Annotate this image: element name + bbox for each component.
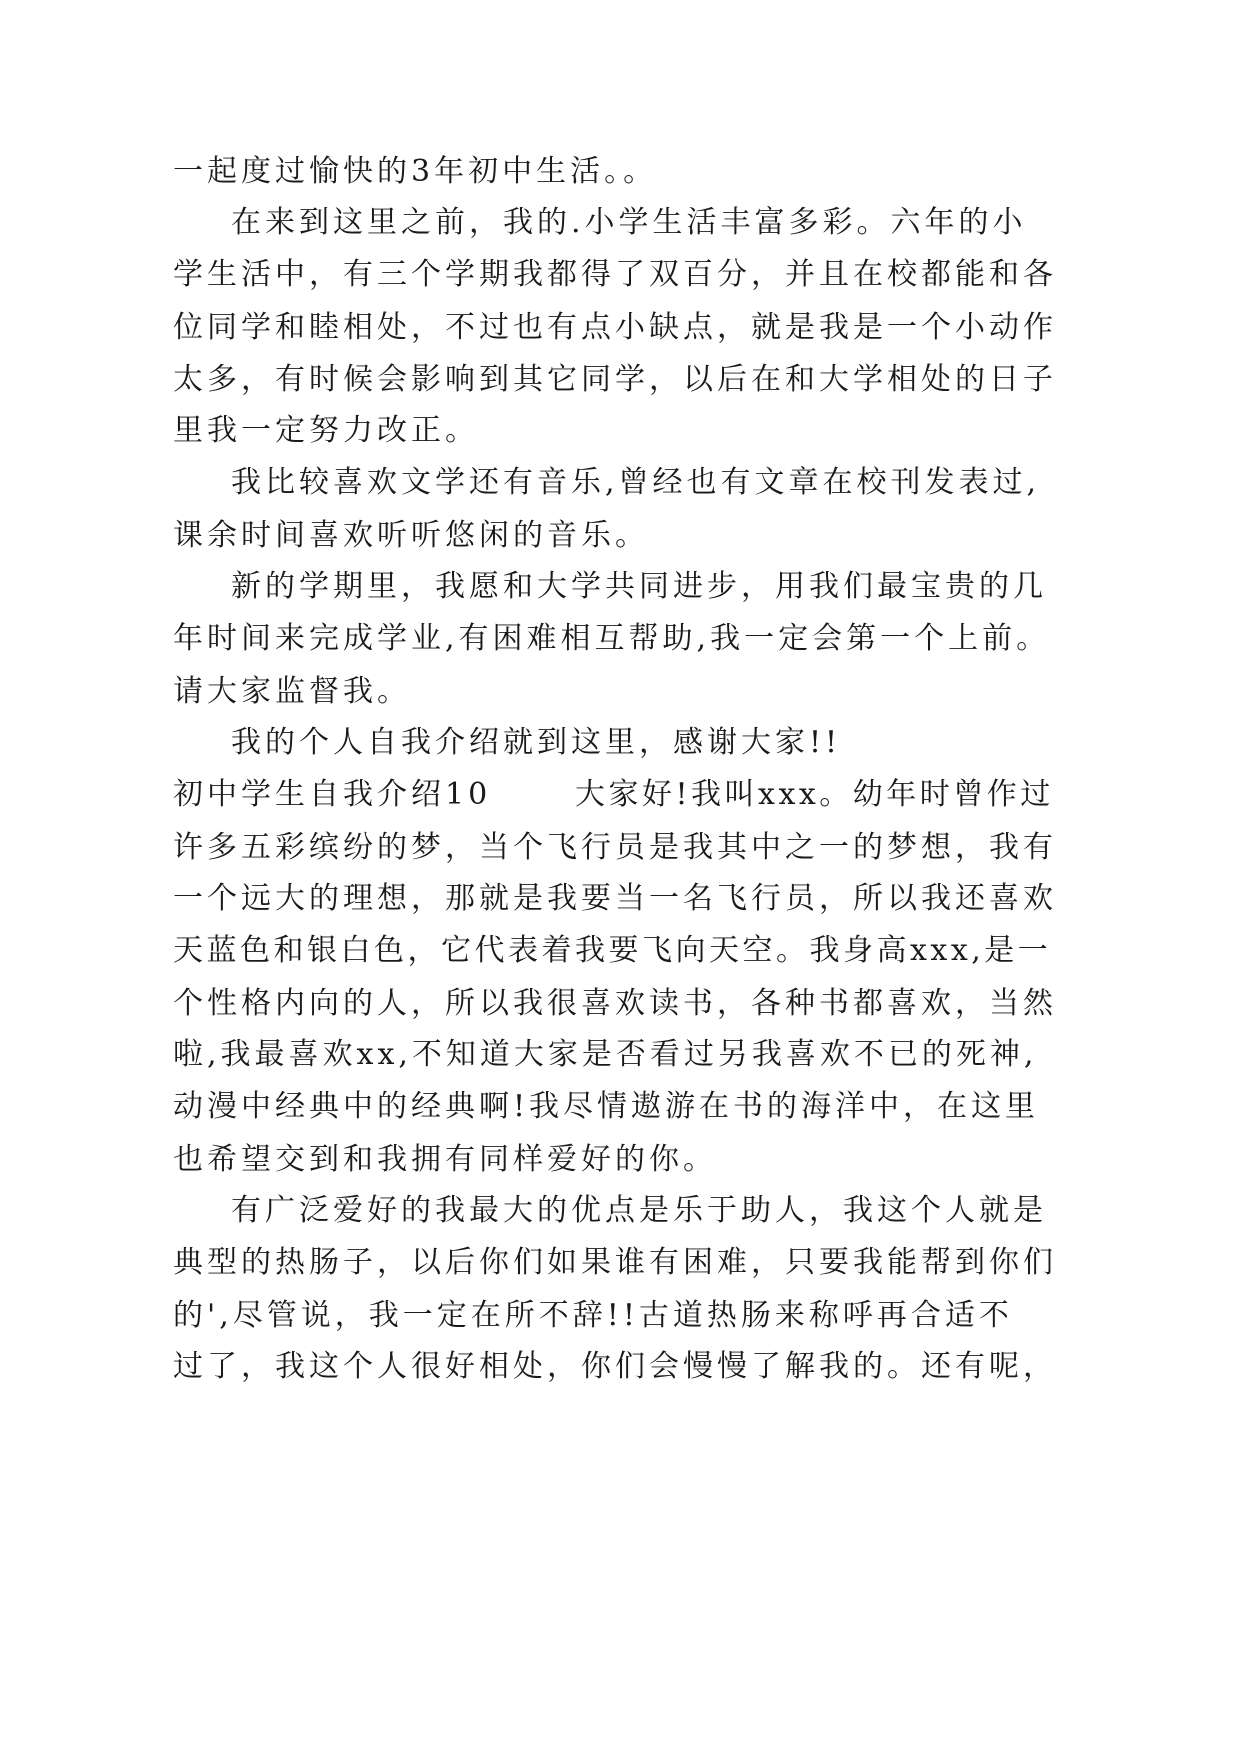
text-line	[0, 401, 1241, 461]
text-line	[0, 1337, 1241, 1397]
text-line	[0, 557, 1241, 617]
text-line-content: 新的学期里，我愿和大学共同进步，用我们最宝贵的几	[231, 569, 1047, 604]
text-line	[0, 245, 1241, 305]
text-line	[0, 1233, 1241, 1293]
text-line-content: 啦,我最喜欢xx,不知道大家是否看过另我喜欢不已的死神,	[173, 1037, 1038, 1072]
text-line	[0, 1077, 1241, 1137]
text-line	[0, 298, 1241, 358]
text-line-content: 在来到这里之前，我的.小学生活丰富多彩。六年的小	[231, 205, 1027, 240]
text-line-content: 个性格内向的人，所以我很喜欢读书，各种书都喜欢，当然	[173, 986, 1057, 1021]
section-heading: 初中学生自我介绍10	[173, 777, 492, 812]
text-line-content: 我比较喜欢文学还有音乐,曾经也有文章在校刊发表过,	[231, 465, 1041, 500]
text-line-content: 我的个人自我介绍就到这里，感谢大家!!	[231, 725, 842, 760]
text-line-content: 大家好!我叫xxx。幼年时曾作过	[575, 777, 1054, 812]
text-line-content: 年时间来完成学业,有困难相互帮助,我一定会第一个上前。	[173, 621, 1051, 656]
text-line-content: 课余时间喜欢听听悠闲的音乐。	[173, 518, 649, 553]
text-line-content: 一起度过愉快的3年初中生活。。	[173, 154, 658, 189]
text-line-content: 也希望交到和我拥有同样爱好的你。	[173, 1142, 717, 1177]
text-line	[0, 1181, 1241, 1241]
text-line-content: 过了，我这个人很好相处，你们会慢慢了解我的。还有呢，	[173, 1349, 1057, 1384]
text-line-content: 请大家监督我。	[173, 674, 411, 709]
text-line	[0, 869, 1241, 929]
text-line-content: 有广泛爱好的我最大的优点是乐于助人，我这个人就是	[231, 1193, 1047, 1228]
text-line-content: 典型的热肠子，以后你们如果谁有困难，只要我能帮到你们	[173, 1245, 1057, 1280]
text-line	[0, 193, 1241, 253]
text-line	[0, 921, 1241, 981]
text-line	[0, 609, 1241, 669]
text-line-content: 一个远大的理想，那就是我要当一名飞行员，所以我还喜欢	[173, 881, 1057, 916]
text-line-content: 动漫中经典中的经典啊!我尽情遨游在书的海洋中，在这里	[173, 1089, 1040, 1124]
text-line	[0, 1025, 1241, 1085]
text-line-content: 学生活中，有三个学期我都得了双百分，并且在校都能和各	[173, 257, 1057, 292]
text-line-content: 里我一定努力改正。	[173, 413, 479, 448]
text-line	[0, 713, 1241, 773]
text-line	[0, 765, 1241, 825]
text-line-content: 太多，有时候会影响到其它同学，以后在和大学相处的日子	[173, 362, 1057, 397]
text-line-content: 许多五彩缤纷的梦，当个飞行员是我其中之一的梦想，我有	[173, 830, 1057, 865]
text-line	[0, 453, 1241, 513]
text-line-content: 的',尽管说，我一定在所不辞!!古道热肠来称呼再合适不	[173, 1298, 1013, 1333]
text-line-content: 位同学和睦相处，不过也有点小缺点，就是我是一个小动作	[173, 310, 1057, 345]
text-line-content: 天蓝色和银白色，它代表着我要飞向天空。我身高xxx,是一	[173, 933, 1052, 968]
